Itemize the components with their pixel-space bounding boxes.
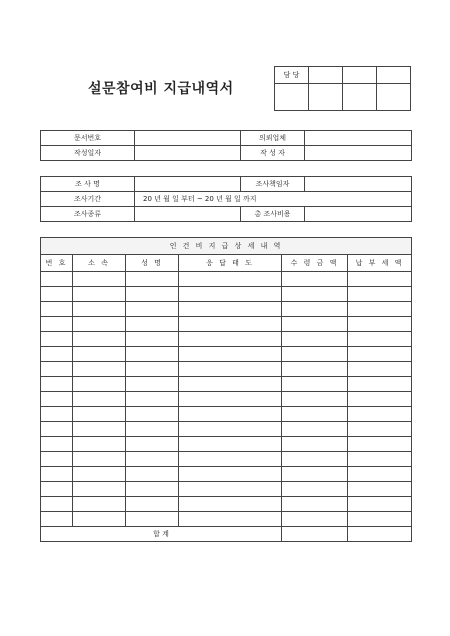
table-cell[interactable] bbox=[73, 332, 126, 347]
approval-header-4 bbox=[377, 67, 411, 84]
table-cell[interactable] bbox=[126, 287, 179, 302]
table-cell[interactable] bbox=[282, 497, 348, 512]
table-cell[interactable] bbox=[41, 437, 73, 452]
table-row bbox=[41, 377, 412, 392]
table-cell[interactable] bbox=[282, 377, 348, 392]
table-cell[interactable] bbox=[179, 272, 282, 287]
table-cell[interactable] bbox=[282, 437, 348, 452]
approval-header-3 bbox=[343, 67, 377, 84]
table-cell[interactable] bbox=[126, 272, 179, 287]
manager-label: 조사책임자 bbox=[241, 177, 305, 192]
table-cell[interactable] bbox=[282, 347, 348, 362]
cost-label: 총 조사비용 bbox=[241, 207, 305, 222]
col-header-attitude: 응 답 태 도 bbox=[179, 255, 282, 272]
table-cell[interactable] bbox=[41, 332, 73, 347]
author-label: 작 성 자 bbox=[241, 146, 305, 161]
table-cell[interactable] bbox=[41, 497, 73, 512]
table-cell[interactable] bbox=[348, 452, 412, 467]
table-cell[interactable] bbox=[41, 302, 73, 317]
table-cell[interactable] bbox=[282, 407, 348, 422]
approval-sign-3[interactable] bbox=[343, 84, 377, 111]
table-cell[interactable] bbox=[179, 347, 282, 362]
table-cell[interactable] bbox=[73, 302, 126, 317]
approval-sign-4[interactable] bbox=[377, 84, 411, 111]
col-header-tax: 납 부 세 액 bbox=[348, 255, 412, 272]
table-cell[interactable] bbox=[348, 437, 412, 452]
doc-no-label: 문서번호 bbox=[41, 131, 135, 146]
table-cell[interactable] bbox=[179, 407, 282, 422]
cost-field[interactable] bbox=[305, 207, 412, 222]
table-row bbox=[41, 362, 412, 377]
table-cell[interactable] bbox=[126, 302, 179, 317]
table-cell[interactable] bbox=[73, 437, 126, 452]
table-cell[interactable] bbox=[179, 392, 282, 407]
table-cell[interactable] bbox=[282, 467, 348, 482]
total-row bbox=[41, 527, 412, 542]
client-label: 의뢰업체 bbox=[241, 131, 305, 146]
table-row bbox=[41, 467, 412, 482]
table-cell[interactable] bbox=[126, 392, 179, 407]
table-cell[interactable] bbox=[348, 332, 412, 347]
table-cell[interactable] bbox=[41, 452, 73, 467]
table-cell[interactable] bbox=[282, 287, 348, 302]
table-cell[interactable] bbox=[126, 362, 179, 377]
type-field[interactable] bbox=[135, 207, 241, 222]
table-cell[interactable] bbox=[179, 302, 282, 317]
table-row bbox=[41, 407, 412, 422]
table-row bbox=[41, 332, 412, 347]
table-row bbox=[41, 287, 412, 302]
table-cell[interactable] bbox=[41, 392, 73, 407]
table-cell[interactable] bbox=[41, 272, 73, 287]
table-cell[interactable] bbox=[348, 467, 412, 482]
approval-header-charge: 담 당 bbox=[275, 67, 309, 84]
table-cell[interactable] bbox=[73, 377, 126, 392]
table-cell[interactable] bbox=[126, 377, 179, 392]
table-cell[interactable] bbox=[73, 347, 126, 362]
col-header-affiliation: 소 속 bbox=[73, 255, 126, 272]
table-cell[interactable] bbox=[179, 317, 282, 332]
table-cell[interactable] bbox=[348, 422, 412, 437]
table-cell[interactable] bbox=[282, 332, 348, 347]
total-amount-cell[interactable] bbox=[282, 527, 348, 542]
table-row bbox=[41, 437, 412, 452]
table-cell[interactable] bbox=[348, 362, 412, 377]
survey-name-field[interactable] bbox=[135, 177, 241, 192]
table-cell[interactable] bbox=[179, 512, 282, 527]
table-cell[interactable] bbox=[348, 317, 412, 332]
table-cell[interactable] bbox=[179, 377, 282, 392]
manager-field[interactable] bbox=[305, 177, 412, 192]
table-cell[interactable] bbox=[41, 422, 73, 437]
total-tax-cell[interactable] bbox=[348, 527, 412, 542]
table-row bbox=[41, 482, 412, 497]
approval-sign-1[interactable] bbox=[275, 84, 309, 111]
table-cell[interactable] bbox=[73, 482, 126, 497]
col-header-number: 번 호 bbox=[41, 255, 73, 272]
table-cell[interactable] bbox=[179, 332, 282, 347]
table-cell[interactable] bbox=[73, 422, 126, 437]
table-cell[interactable] bbox=[282, 317, 348, 332]
table-cell[interactable] bbox=[41, 482, 73, 497]
table-cell[interactable] bbox=[73, 317, 126, 332]
table-cell[interactable] bbox=[73, 287, 126, 302]
table-cell[interactable] bbox=[282, 452, 348, 467]
table-cell[interactable] bbox=[348, 287, 412, 302]
table-cell[interactable] bbox=[126, 482, 179, 497]
doc-no-field[interactable] bbox=[135, 131, 241, 146]
period-field[interactable]: 20 년 월 일 부터 ~ 20 년 월 일 까지 bbox=[135, 192, 412, 207]
table-cell[interactable] bbox=[282, 302, 348, 317]
table-cell[interactable] bbox=[126, 512, 179, 527]
table-cell[interactable] bbox=[41, 362, 73, 377]
col-header-amount: 수 령 금 액 bbox=[282, 255, 348, 272]
table-cell[interactable] bbox=[126, 452, 179, 467]
table-cell[interactable] bbox=[73, 362, 126, 377]
table-cell[interactable] bbox=[73, 407, 126, 422]
survey-name-label: 조 사 명 bbox=[41, 177, 135, 192]
table-cell[interactable] bbox=[282, 482, 348, 497]
detail-table bbox=[40, 237, 412, 542]
table-row bbox=[41, 452, 412, 467]
table-row bbox=[41, 302, 412, 317]
table-cell[interactable] bbox=[348, 377, 412, 392]
table-row bbox=[41, 422, 412, 437]
table-cell[interactable] bbox=[41, 317, 73, 332]
table-cell[interactable] bbox=[282, 362, 348, 377]
date-label: 작성일자 bbox=[41, 146, 135, 161]
table-cell[interactable] bbox=[41, 467, 73, 482]
table-cell[interactable] bbox=[73, 467, 126, 482]
table-cell[interactable] bbox=[282, 512, 348, 527]
table-cell[interactable] bbox=[126, 317, 179, 332]
table-cell[interactable] bbox=[348, 347, 412, 362]
table-row bbox=[41, 317, 412, 332]
table-cell[interactable] bbox=[348, 512, 412, 527]
table-cell[interactable] bbox=[282, 272, 348, 287]
table-cell[interactable] bbox=[41, 377, 73, 392]
table-row bbox=[41, 347, 412, 362]
type-label: 조사종류 bbox=[41, 207, 135, 222]
table-cell[interactable] bbox=[126, 332, 179, 347]
total-label: 합 계 bbox=[41, 527, 282, 542]
table-row bbox=[41, 512, 412, 527]
page-title: 설문참여비 지급내역서 bbox=[88, 81, 234, 97]
table-cell[interactable] bbox=[41, 407, 73, 422]
table-cell[interactable] bbox=[126, 497, 179, 512]
approval-sign-2[interactable] bbox=[309, 84, 343, 111]
table-cell[interactable] bbox=[282, 422, 348, 437]
table-cell[interactable] bbox=[179, 482, 282, 497]
table-cell[interactable] bbox=[41, 287, 73, 302]
date-field[interactable] bbox=[135, 146, 241, 161]
table-cell[interactable] bbox=[348, 407, 412, 422]
table-cell[interactable] bbox=[126, 347, 179, 362]
table-cell[interactable] bbox=[179, 287, 282, 302]
info-table-2 bbox=[40, 176, 412, 222]
info-table-1 bbox=[40, 130, 412, 161]
table-cell[interactable] bbox=[348, 392, 412, 407]
table-cell[interactable] bbox=[179, 422, 282, 437]
table-cell[interactable] bbox=[179, 452, 282, 467]
table-cell[interactable] bbox=[73, 392, 126, 407]
table-cell[interactable] bbox=[179, 497, 282, 512]
table-cell[interactable] bbox=[348, 272, 412, 287]
table-cell[interactable] bbox=[348, 482, 412, 497]
table-cell[interactable] bbox=[126, 437, 179, 452]
table-cell[interactable] bbox=[126, 422, 179, 437]
table-cell[interactable] bbox=[73, 497, 126, 512]
table-row bbox=[41, 497, 412, 512]
table-cell[interactable] bbox=[41, 512, 73, 527]
table-cell[interactable] bbox=[179, 362, 282, 377]
table-cell[interactable] bbox=[73, 512, 126, 527]
table-cell[interactable] bbox=[126, 467, 179, 482]
period-label: 조사기간 bbox=[41, 192, 135, 207]
approval-box bbox=[274, 66, 411, 111]
col-header-name: 성 명 bbox=[126, 255, 179, 272]
detail-section-title: 인 건 비 지 급 상 세 내 역 bbox=[41, 238, 412, 255]
table-cell[interactable] bbox=[73, 272, 126, 287]
table-cell[interactable] bbox=[348, 302, 412, 317]
table-cell[interactable] bbox=[41, 347, 73, 362]
author-field[interactable] bbox=[305, 146, 412, 161]
approval-header-2 bbox=[309, 67, 343, 84]
table-cell[interactable] bbox=[282, 392, 348, 407]
table-row bbox=[41, 392, 412, 407]
client-field[interactable] bbox=[305, 131, 412, 146]
table-row bbox=[41, 272, 412, 287]
table-cell[interactable] bbox=[179, 437, 282, 452]
table-cell[interactable] bbox=[348, 497, 412, 512]
table-cell[interactable] bbox=[73, 452, 126, 467]
table-cell[interactable] bbox=[179, 467, 282, 482]
table-cell[interactable] bbox=[126, 407, 179, 422]
